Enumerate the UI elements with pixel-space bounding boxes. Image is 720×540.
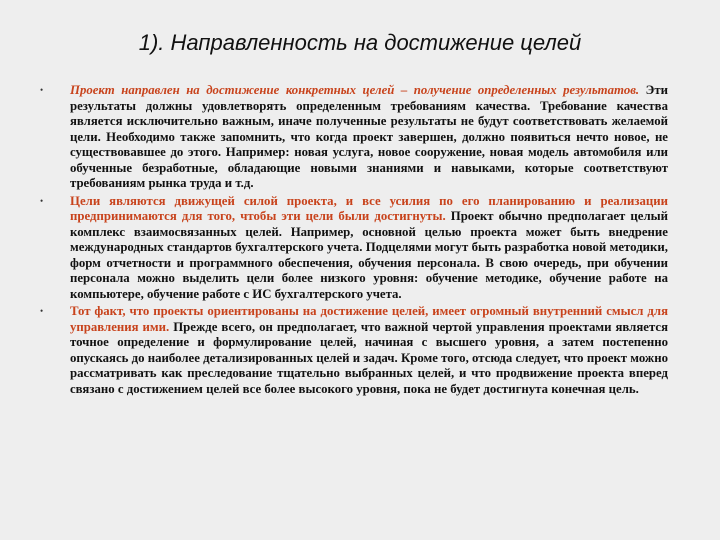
bullet-dot-icon: • — [40, 85, 44, 95]
bullet-body-text: Эти результаты должны удовлетворять определенным требованиям качества. Требование качества является исключительно важным, иначе полученные результаты не будут соответствовать желаемой цели. Необходимо также запомнить, что когда проект завершен, должно появиться нечто новое, не существовавшее до этого. Например: новая услуга, новое сооружение, новая модель автомобиля или обученные безработные, обладающие новыми знаниями и навыками, которые соответствуют требованиям рынка труда и т.д. — [70, 83, 668, 190]
bullet-dot-icon: • — [40, 195, 44, 206]
bullet-list — [40, 83, 668, 399]
bullet-lead-text: Проект направлен на достижение конкретных целей – получение определенных результатов. — [70, 83, 640, 97]
bullet-dot-icon: • — [40, 306, 44, 316]
bullet-lead-text: Цели являются движущей силой проекта, и все усилия по его планированию и реализации предпринимаются для того, чтобы эти цели были достигнуты. — [70, 193, 668, 223]
bullet-item — [40, 194, 668, 303]
bullet-body-text: Проект обычно предполагает целый комплекс взаимосвязанных целей. Например, основной целью проекта может быть внедрение международных стандартов бухгалтерского учета. Подцелями могут быть разработка новой методики, форм отчетности и программного обеспечения, обучения персонала. В свою очередь, при обучении персонала можно выделить цели более низкого уровня: обучение методике, обучение работе на компьютере, обучение работе с ИС бухгалтерского учета. — [70, 209, 668, 301]
bullet-item — [40, 304, 668, 397]
slide-title: 1). Направленность на достижение целей — [138, 30, 582, 55]
bullet-lead-text: Тот факт, что проекты ориентированы на достижение целей, имеет огромный внутренний смысл для управления ими. — [70, 304, 668, 334]
bullet-body-text: Прежде всего, он предполагает, что важной чертой управления проектами является точное определение и формулирование целей, начиная с высшего уровня, а затем постепенно опускаясь до наиболее детализированных целей и задач. Кроме того, отсюда следует, что проект можно рассматривать как преследование тщательно выбранных целей, и что продвижение проекта вперед связано с достижением целей все более высокого уровня, пока не будет достигнута конечная цель. — [70, 319, 668, 396]
bullet-item — [40, 83, 668, 192]
